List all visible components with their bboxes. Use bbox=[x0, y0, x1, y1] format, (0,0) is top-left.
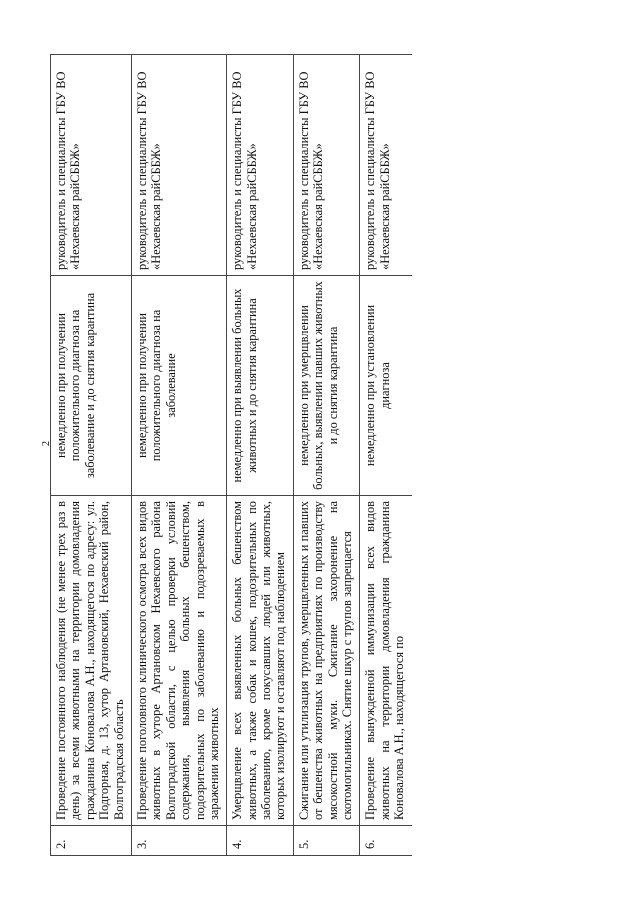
responsible-cell: руководитель и специалисты ГБУ ВО «Нехаевская райСББЖ» bbox=[360, 55, 412, 276]
measure-cell: Проведение постоянного наблюдения (не менее трех раз в день) за всеми животными на территории домовладения гражданина Коновалова А.Н., находящегося по адресу: ул. Подгорная, д. 13, хутор Артановский, Нехаевский район, Волгоградская область bbox=[51, 496, 132, 826]
measures-table bbox=[50, 54, 412, 856]
term-cell: немедленно при получении положительного диагноза на заболевание и до снятия карантина bbox=[51, 276, 132, 496]
measure-cell: Проведение поголовного клинического осмотра всех видов животных в хуторе Артановском Нехаевского района Волгоградской области, с целью проверки условий содержания, выявления больных бешенством, подозрительных по заболеванию и подозреваемых в заражении животных bbox=[131, 496, 226, 826]
row-number: 2. bbox=[51, 826, 132, 856]
row-number: 4. bbox=[227, 826, 294, 856]
table-row bbox=[360, 55, 412, 856]
term-cell: немедленно при выявлении больных животных и до снятия карантина bbox=[227, 276, 294, 496]
page-number: 2 bbox=[41, 441, 52, 446]
responsible-cell: руководитель и специалисты ГБУ ВО «Нехаевская райСББЖ» bbox=[51, 55, 132, 276]
measure-cell: Умерщвление всех выявленных больных бешенством животных, а также собак и кошек, подозрительных по заболеванию, кроме покусавших людей или животных, которых изолируют и оставляют под наблюдением bbox=[227, 496, 294, 826]
responsible-cell: руководитель и специалисты ГБУ ВО «Нехаевская райСББЖ» bbox=[131, 55, 226, 276]
row-number: 3. bbox=[131, 826, 226, 856]
term-cell: немедленно при получении положительного диагноза на заболевание bbox=[131, 276, 226, 496]
measure-cell: Сжигание или утилизация трупов, умерщвленных и павших от бешенства животных на предприятиях по производству мясокостной муки. Сжигание захоронение на скотомогильниках. Снятие шкур с трупов запрещается bbox=[293, 496, 360, 826]
rotated-page-content bbox=[50, 55, 590, 856]
table-row bbox=[293, 55, 360, 856]
row-number: 6. bbox=[360, 826, 412, 856]
measure-cell: Проведение вынужденной иммунизации всех видов животных на территории домовладения гражданина Коновалова А.Н., находящегося по bbox=[360, 496, 412, 826]
table-row bbox=[227, 55, 294, 856]
table-row bbox=[51, 55, 132, 856]
responsible-cell: руководитель и специалисты ГБУ ВО «Нехаевская райСББЖ» bbox=[293, 55, 360, 276]
responsible-cell: руководитель и специалисты ГБУ ВО «Нехаевская райСББЖ» bbox=[227, 55, 294, 276]
row-number: 5. bbox=[293, 826, 360, 856]
term-cell: немедленно при установлении диагноза bbox=[360, 276, 412, 496]
term-cell: немедленно при умерщвлении больных, выявлении павших животных и до снятия карантина bbox=[293, 276, 360, 496]
table-row bbox=[131, 55, 226, 856]
